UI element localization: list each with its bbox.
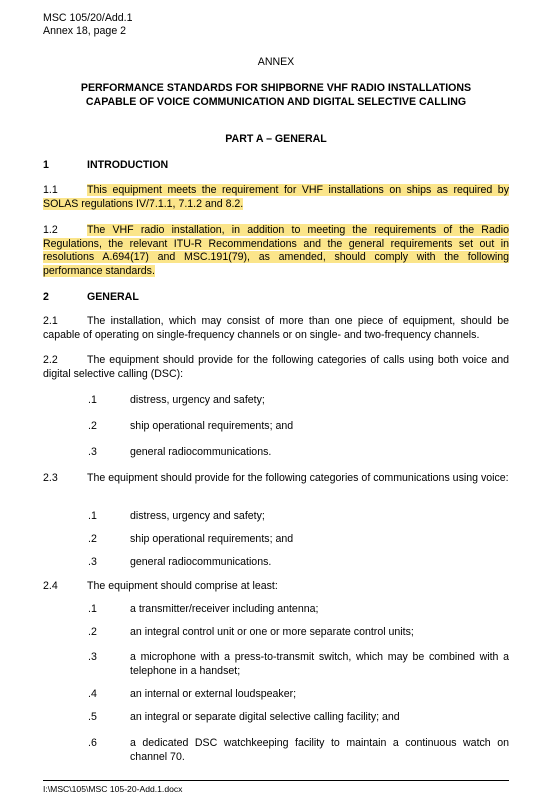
paragraph-text: The equipment should provide for the following categories of communications using voice:	[87, 472, 509, 484]
document-reference: MSC 105/20/Add.1	[43, 12, 133, 24]
list-item-text: an internal or external loudspeaker;	[130, 688, 297, 700]
list-item-text: general radiocommunications.	[130, 556, 272, 568]
paragraph-text: The equipment should comprise at least:	[87, 580, 278, 592]
paragraph-number: 1.1	[43, 184, 58, 196]
list-item-number: .3	[88, 556, 97, 568]
paragraph-number: 2.1	[43, 315, 58, 327]
list-item-number: .4	[88, 688, 97, 700]
list-item	[88, 688, 509, 702]
paragraph-2-2	[43, 354, 509, 381]
list-item	[88, 603, 509, 617]
part-a-heading: PART A – GENERAL	[225, 133, 327, 145]
list-item-text: a microphone with a press-to-transmit switch, which may be combined with a telephone in a handset;	[130, 651, 509, 677]
list-item-text: an integral or separate digital selective calling facility; and	[130, 711, 400, 723]
section-1-heading	[43, 159, 168, 172]
list-item-text: an integral control unit or one or more separate control units;	[130, 626, 414, 638]
list-item	[88, 446, 509, 460]
section-number: 2	[43, 291, 49, 303]
section-title: INTRODUCTION	[87, 159, 169, 171]
list-item-text: general radiocommunications.	[130, 446, 272, 458]
list-item-text: ship operational requirements; and	[130, 420, 294, 432]
paragraph-number: 2.2	[43, 354, 58, 366]
paragraph-number: 2.3	[43, 472, 58, 484]
highlighted-text: This equipment meets the requirement for VHF installations on ships as required by SOLAS regulations IV/7.1.1, 7.1.2 and 8.2.	[43, 184, 509, 210]
footer-divider	[43, 780, 509, 781]
list-item	[88, 556, 509, 570]
paragraph-number: 1.2	[43, 224, 58, 236]
paragraph-text: The installation, which may consist of more than one piece of equipment, should be capable of operating on single-frequency channels or on single- and two-frequency channels.	[43, 315, 509, 341]
list-item	[88, 626, 509, 640]
list-item	[88, 651, 509, 678]
paragraph-2-4	[43, 580, 509, 594]
annex-page-reference: Annex 18, page 2	[43, 25, 127, 37]
list-item	[88, 533, 509, 547]
document-title	[43, 81, 509, 109]
paragraph-2-1	[43, 315, 509, 342]
list-item	[88, 394, 509, 408]
list-item-number: .1	[88, 510, 97, 522]
list-item-text: distress, urgency and safety;	[130, 510, 265, 522]
paragraph-1-2	[43, 224, 509, 278]
section-number: 1	[43, 159, 49, 171]
list-item	[88, 711, 509, 725]
list-item	[88, 737, 509, 764]
list-item-text: distress, urgency and safety;	[130, 394, 265, 406]
list-item	[88, 420, 509, 434]
list-item-number: .2	[88, 626, 97, 638]
list-item-number: .2	[88, 420, 97, 432]
list-item-number: .6	[88, 737, 97, 749]
footer-file-path: I:\MSC\105\MSC 105-20-Add.1.docx	[43, 784, 183, 794]
list-item-text: a transmitter/receiver including antenna;	[130, 603, 319, 615]
list-item-number: .2	[88, 533, 97, 545]
highlighted-text: The VHF radio installation, in addition to meeting the requirements of the Radio Regulations, the relevant ITU-R Recommendations and the general requirements set out in resolutions A.694(17) and MSC.191(79), as amended, should comply with the following performance standards.	[43, 224, 509, 277]
list-item-text: a dedicated DSC watchkeeping facility to maintain a continuous watch on channel 70.	[130, 737, 509, 763]
paragraph-number: 2.4	[43, 580, 58, 592]
annex-label: ANNEX	[257, 56, 295, 68]
list-item-text: ship operational requirements; and	[130, 533, 294, 545]
list-item-number: .3	[88, 651, 97, 663]
paragraph-1-1	[43, 184, 509, 211]
title-line-2: CAPABLE OF VOICE COMMUNICATION AND DIGITAL SELECTIVE CALLING	[85, 96, 467, 108]
list-item	[88, 510, 509, 524]
list-item-number: .5	[88, 711, 97, 723]
section-title: GENERAL	[87, 291, 139, 303]
page-header	[43, 12, 133, 38]
list-item-number: .1	[88, 603, 97, 615]
paragraph-2-3	[43, 472, 509, 486]
title-line-1: PERFORMANCE STANDARDS FOR SHIPBORNE VHF RADIO INSTALLATIONS	[80, 82, 472, 94]
list-item-number: .3	[88, 446, 97, 458]
section-2-heading	[43, 291, 139, 304]
paragraph-text: The equipment should provide for the following categories of calls using both voice and digital selective calling (DSC):	[43, 354, 509, 380]
list-item-number: .1	[88, 394, 97, 406]
